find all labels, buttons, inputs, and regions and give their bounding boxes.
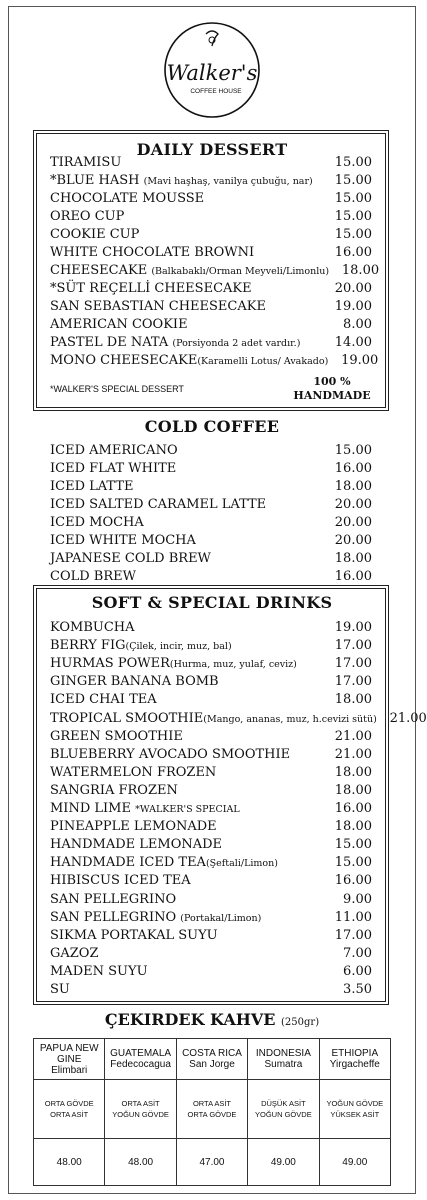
bean-profile-line: YOĞUN GÖVDE xyxy=(326,1099,384,1108)
bean-profile-line: ORTA ASİT xyxy=(192,1099,232,1108)
menu-item-note: (Karamelli Lotus/ Avakado) xyxy=(197,356,329,367)
menu-item-title: CHEESECAKE xyxy=(50,263,152,278)
menu-item-price: 15.00 xyxy=(334,227,372,242)
menu-item-name xyxy=(50,910,322,925)
menu-item-name xyxy=(50,620,322,635)
bean-profile xyxy=(34,1080,105,1139)
menu-item-note: *WALKER'S SPECIAL xyxy=(135,804,240,815)
bean-price-line: 48.00 xyxy=(128,1156,154,1168)
menu-item-name xyxy=(50,638,322,653)
beans-title xyxy=(0,1010,424,1029)
menu-item-name xyxy=(50,692,322,707)
menu-item-price: 7.00 xyxy=(343,945,372,961)
menu-item-price: 9.00 xyxy=(343,891,372,907)
menu-item-name xyxy=(50,281,322,296)
menu-item-title: WHITE CHOCOLATE BROWNI xyxy=(50,245,255,260)
menu-item-name xyxy=(50,729,322,744)
bean-origin-name xyxy=(248,1039,319,1080)
menu-item xyxy=(50,533,372,551)
menu-item xyxy=(50,801,372,819)
menu-item-title: ICED SALTED CARAMEL LATTE xyxy=(50,497,267,512)
menu-item-name xyxy=(50,479,322,494)
menu-item-title: MADEN SUYU xyxy=(50,963,148,979)
menu-item-name xyxy=(50,964,322,979)
menu-item xyxy=(50,317,372,335)
menu-item-price: 19.00 xyxy=(334,620,372,635)
menu-item xyxy=(50,281,372,299)
menu-item xyxy=(50,982,372,1000)
menu-item-price: 16.00 xyxy=(334,801,372,816)
menu-item-title: HANDMADE ICED TEA xyxy=(50,855,206,871)
menu-item-title: GINGER BANANA BOMB xyxy=(50,674,219,690)
menu-item xyxy=(50,747,372,765)
menu-item-price: 20.00 xyxy=(334,515,372,530)
bean-profile-line: YOĞUN GÖVDE xyxy=(112,1110,169,1119)
bean-profile xyxy=(248,1080,319,1139)
menu-item-name xyxy=(50,674,322,689)
menu-item-price: 18.00 xyxy=(334,764,372,780)
menu-item-title: COOKIE CUP xyxy=(50,227,140,242)
menu-item-price: 15.00 xyxy=(334,155,372,170)
menu-item-title: *SÜT REÇELLİ CHEESECAKE xyxy=(50,281,252,296)
menu-item xyxy=(50,946,372,964)
menu-item-price: 20.00 xyxy=(334,281,372,296)
menu-item-title: GREEN SMOOTHIE xyxy=(50,728,183,744)
menu-item-price: 15.00 xyxy=(334,173,372,188)
menu-item xyxy=(50,620,372,638)
menu-item-price: 20.00 xyxy=(334,497,372,512)
menu-item-price: 11.00 xyxy=(334,909,372,925)
bean-profile-line: ORTA GÖVDE xyxy=(187,1110,237,1119)
bean-price-line: 49.00 xyxy=(342,1156,368,1168)
menu-item xyxy=(50,928,372,946)
menu-item-name xyxy=(50,497,322,512)
beans-table xyxy=(33,1038,391,1186)
menu-item-name xyxy=(50,173,322,188)
daily-dessert-title: DAILY DESSERT xyxy=(136,140,288,159)
menu-item xyxy=(50,892,372,910)
bean-price-line: 49.00 xyxy=(270,1156,296,1168)
menu-item-name xyxy=(50,855,322,870)
menu-item-price: 15.00 xyxy=(334,837,372,853)
menu-item-name xyxy=(50,873,322,888)
menu-item-name xyxy=(50,353,328,368)
menu-item-name xyxy=(50,209,322,224)
menu-item-price: 8.00 xyxy=(343,317,372,332)
menu-item-title: MONO CHEESECAKE xyxy=(50,353,198,368)
menu-item xyxy=(50,765,372,783)
menu-item-price: 17.00 xyxy=(334,927,372,943)
menu-item-title: SIKMA PORTAKAL SUYU xyxy=(50,927,218,943)
menu-item-price: 19.00 xyxy=(334,299,372,314)
menu-item xyxy=(50,783,372,801)
menu-item-title: ICED AMERICANO xyxy=(50,443,178,458)
bean-origin-name-line: Fedecocagua xyxy=(110,1059,171,1070)
menu-item-title: *BLUE HASH xyxy=(50,173,144,188)
menu-item xyxy=(50,335,372,353)
bean-origin-name xyxy=(319,1039,390,1080)
menu-item-name xyxy=(50,656,322,671)
bean-profile-line: DÜŞÜK ASİT xyxy=(261,1099,306,1108)
menu-item-name xyxy=(50,946,322,961)
menu-item xyxy=(50,569,372,587)
beans-unit: (250gr) xyxy=(281,1017,320,1028)
menu-item-name xyxy=(50,569,322,584)
menu-item-price: 20.00 xyxy=(334,533,372,548)
menu-item-name xyxy=(50,515,322,530)
menu-item xyxy=(50,353,379,371)
menu-item-price: 3.50 xyxy=(343,982,372,997)
menu-item-price: 15.00 xyxy=(334,443,372,458)
menu-item-title: JAPANESE COLD BREW xyxy=(50,551,211,566)
menu-item-title: TIRAMISU xyxy=(50,155,122,170)
bean-profile-line: ORTA ASİT xyxy=(50,1110,89,1119)
menu-item-title: HIBISCUS ICED TEA xyxy=(50,873,191,889)
menu-item-price: 16.00 xyxy=(334,569,372,584)
menu-item-title: WATERMELON FROZEN xyxy=(50,764,217,780)
menu-item-name xyxy=(50,892,322,907)
menu-item-name xyxy=(50,263,329,278)
menu-item-name xyxy=(50,783,322,798)
brand-name: Walker's xyxy=(166,61,258,85)
bean-profile xyxy=(319,1080,390,1139)
cold-coffee-title: COLD COFFEE xyxy=(144,417,280,436)
menu-item xyxy=(50,209,372,227)
bean-profile-line: YOĞUN GÖVDE xyxy=(255,1110,312,1119)
menu-item xyxy=(50,155,372,173)
menu-item-title: SAN PELLEGRINO xyxy=(50,891,177,907)
bean-origin-name-line: Elimbari xyxy=(51,1064,88,1076)
menu-item xyxy=(50,551,372,569)
bean-price xyxy=(248,1139,319,1186)
menu-item xyxy=(50,656,372,674)
menu-item xyxy=(50,461,372,479)
menu-item-price: 21.00 xyxy=(334,746,372,762)
bean-profile-line: ORTA ASİT xyxy=(121,1099,160,1108)
bean-origin-name-line: PAPUA NEW xyxy=(39,1042,99,1054)
menu-item-price: 16.00 xyxy=(334,245,372,260)
menu-item-title: BERRY FIG xyxy=(50,638,126,654)
bean-origin-name-line: COSTA RICA xyxy=(182,1048,242,1059)
menu-item-note: (Çilek, incir, muz, bal) xyxy=(125,641,232,653)
menu-item-title: HURMAS POWER xyxy=(50,656,170,672)
menu-item-price: 18.00 xyxy=(334,819,372,835)
menu-item-price: 15.00 xyxy=(334,191,372,206)
menu-item xyxy=(50,497,372,515)
menu-item-title: SU xyxy=(50,982,70,997)
menu-item xyxy=(50,837,372,855)
bean-price-line: 48.00 xyxy=(56,1156,82,1168)
beans-title-text: ÇEKIRDEK KAHVE xyxy=(104,1010,276,1029)
menu-item xyxy=(50,638,372,656)
handmade-badge xyxy=(290,375,374,403)
menu-item-name xyxy=(50,982,322,997)
menu-item-name xyxy=(50,299,322,314)
menu-item-price: 15.00 xyxy=(334,855,372,871)
menu-item-title: AMERICAN COOKIE xyxy=(50,317,188,332)
menu-item xyxy=(50,674,372,692)
menu-item xyxy=(50,245,372,263)
menu-item-title: ICED LATTE xyxy=(50,479,134,494)
menu-item-name xyxy=(50,928,322,943)
menu-item-price: 17.00 xyxy=(334,638,372,654)
menu-item-title: SAN SEBASTIAN CHEESECAKE xyxy=(50,299,266,314)
bean-price xyxy=(319,1139,390,1186)
menu-item-price: 17.00 xyxy=(334,674,372,690)
menu-item-price: 16.00 xyxy=(334,873,372,889)
menu-item-price: 17.00 xyxy=(334,656,372,672)
menu-item-price: 18.00 xyxy=(341,263,380,278)
menu-item-title: CHOCOLATE MOUSSE xyxy=(50,191,205,206)
bean-origin-name-line: INDONESIA xyxy=(255,1048,311,1059)
menu-item xyxy=(50,873,372,891)
menu-item xyxy=(50,191,372,209)
menu-item-title: GAZOZ xyxy=(50,945,99,961)
menu-item-price: 18.00 xyxy=(334,479,372,494)
bean-origin-name-line: GUATEMALA xyxy=(110,1048,172,1059)
menu-item-title: COLD BREW xyxy=(50,569,136,584)
menu-item-name xyxy=(50,801,322,816)
menu-item-name xyxy=(50,837,322,852)
menu-item-price: 14.00 xyxy=(334,335,372,350)
walkers-special-dessert-note: *WALKER'S SPECIAL DESSERT xyxy=(50,384,184,394)
menu-item-title: MIND LIME xyxy=(50,801,136,816)
bean-profile xyxy=(105,1080,176,1139)
menu-item xyxy=(50,227,372,245)
menu-item-price: 18.00 xyxy=(334,692,372,708)
menu-item-title: PINEAPPLE LEMONADE xyxy=(50,819,217,835)
menu-item-price: 21.00 xyxy=(389,710,427,726)
bean-price xyxy=(105,1139,176,1186)
menu-item-note: (Mango, ananas, muz, h.cevizi sütü) xyxy=(203,713,377,725)
bean-origin-name-line: ETHIOPIA xyxy=(331,1048,379,1059)
bean-profile-line: YÜKSEK ASİT xyxy=(330,1110,380,1119)
menu-item-title: SAN PELLEGRINO xyxy=(50,909,181,925)
menu-item-price: 21.00 xyxy=(334,728,372,744)
menu-item xyxy=(50,819,372,837)
menu-item-name xyxy=(50,443,322,458)
bean-price xyxy=(176,1139,247,1186)
menu-item-title: PASTEL DE NATA xyxy=(50,335,173,350)
menu-item-title: TROPICAL SMOOTHIE xyxy=(50,710,204,726)
menu-item xyxy=(50,515,372,533)
menu-item-name xyxy=(50,747,322,762)
bean-price xyxy=(34,1139,105,1186)
menu-item xyxy=(50,479,372,497)
menu-item-name xyxy=(50,711,377,726)
bean-origin-name-line: GINE xyxy=(56,1053,82,1065)
menu-item xyxy=(50,855,372,873)
bean-origin-name xyxy=(34,1039,105,1080)
handmade-line1: 100 % xyxy=(313,375,351,388)
menu-item-price: 16.00 xyxy=(334,461,372,476)
menu-item-note: (Porsiyonda 2 adet vardır.) xyxy=(172,338,301,349)
menu-item-note: (Balkabaklı/Orman Meyveli/Limonlu) xyxy=(151,266,330,277)
menu-item xyxy=(50,263,380,281)
menu-item xyxy=(50,692,372,710)
menu-item-name xyxy=(50,533,322,548)
menu-item-name xyxy=(50,155,322,170)
menu-item-price: 6.00 xyxy=(343,963,372,979)
bean-price-line: 47.00 xyxy=(199,1156,225,1168)
menu-item-price: 15.00 xyxy=(334,209,372,224)
menu-item-note: (Portakal/Limon) xyxy=(180,912,262,924)
menu-item-note: (Şeftali/Limon) xyxy=(205,858,278,870)
menu-item-title: SANGRIA FROZEN xyxy=(50,782,178,798)
menu-item-note: (Mavi haşhaş, vanilya çubuğu, nar) xyxy=(143,176,313,187)
menu-item-title: ICED MOCHA xyxy=(50,515,144,530)
menu-item-name xyxy=(50,819,322,834)
menu-item xyxy=(50,443,372,461)
bean-origin-name-line: Sumatra xyxy=(264,1059,303,1070)
menu-item-price: 18.00 xyxy=(334,551,372,566)
menu-item xyxy=(50,173,372,191)
menu-item-name xyxy=(50,245,322,260)
bean-origin-name-line: Yirgacheffe xyxy=(329,1059,380,1070)
menu-item-price: 18.00 xyxy=(334,782,372,798)
menu-item-title: HANDMADE LEMONADE xyxy=(50,837,223,853)
bean-origin-name xyxy=(105,1039,176,1080)
soft-drinks-title: SOFT & SPECIAL DRINKS xyxy=(91,593,333,612)
menu-item-name xyxy=(50,227,322,242)
menu-item xyxy=(50,710,427,729)
menu-item xyxy=(50,910,372,928)
menu-item-title: BLUEBERRY AVOCADO SMOOTHIE xyxy=(50,746,291,762)
handmade-line2: HANDMADE xyxy=(293,389,371,402)
menu-item-name xyxy=(50,191,322,206)
bean-profile-line: ORTA GÖVDE xyxy=(44,1099,94,1108)
menu-item xyxy=(50,299,372,317)
menu-item xyxy=(50,964,372,982)
menu-item-price: 19.00 xyxy=(341,353,379,368)
bean-origin-name-line: San Jorge xyxy=(189,1059,235,1070)
brand-subtitle: COFFEE HOUSE xyxy=(190,88,242,95)
menu-item-title: OREO CUP xyxy=(50,209,125,224)
menu-item-title: ICED FLAT WHITE xyxy=(50,461,177,476)
menu-item-title: ICED WHITE MOCHA xyxy=(50,533,196,548)
walkers-logo xyxy=(162,20,262,120)
menu-item-name xyxy=(50,335,322,350)
bean-origin-name xyxy=(176,1039,247,1080)
menu-item-title: KOMBUCHA xyxy=(50,620,135,635)
menu-item-note: (Hurma, muz, yulaf, ceviz) xyxy=(169,659,297,671)
menu-item-title: ICED CHAI TEA xyxy=(50,692,157,708)
bean-profile xyxy=(176,1080,247,1139)
menu-item-name xyxy=(50,551,322,566)
menu-item-name xyxy=(50,461,322,476)
menu-item-name xyxy=(50,765,322,780)
menu-item-name xyxy=(50,317,322,332)
menu-item xyxy=(50,729,372,747)
